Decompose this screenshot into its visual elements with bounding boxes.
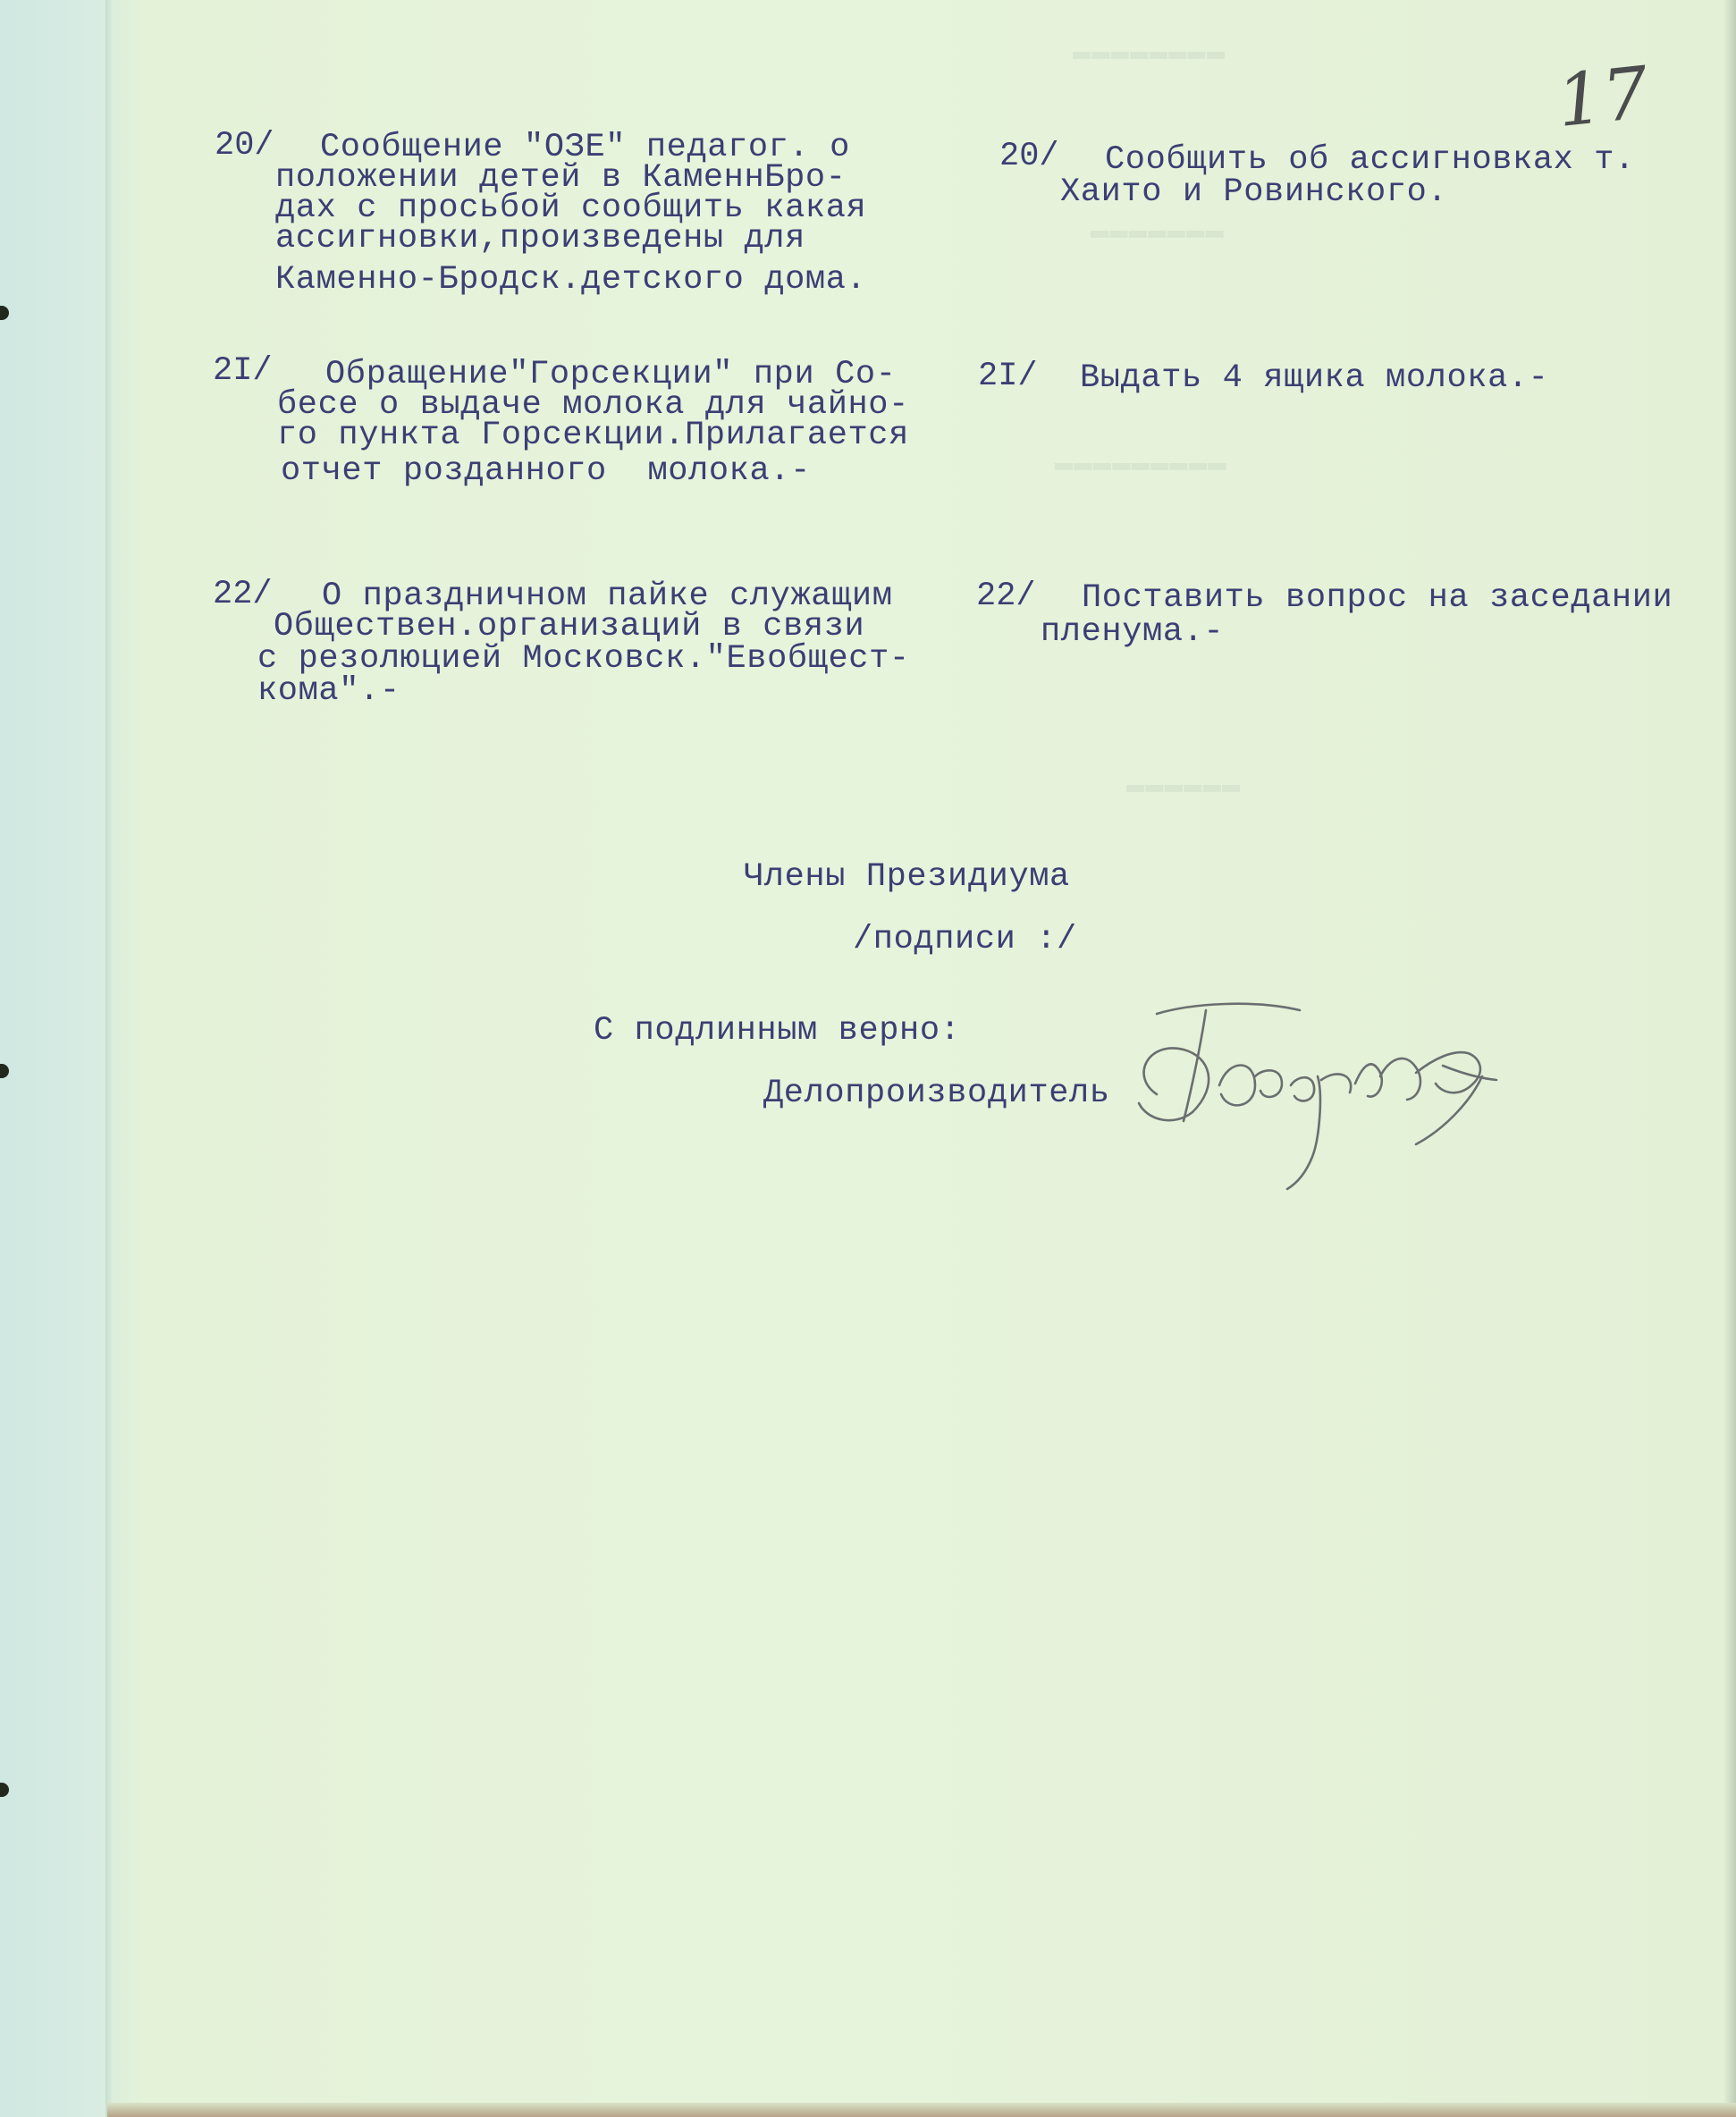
bleed-through-texture: ▬▬▬▬▬▬▬	[1091, 215, 1225, 249]
presidium-members: Члены Президиума	[744, 858, 1070, 896]
clerk-title: Делопроизводитель	[763, 1075, 1110, 1112]
signatures-note: /подписи :/	[853, 921, 1077, 958]
item-left-line: с резолюцией Московск."Евобщест-	[257, 640, 910, 678]
punch-hole	[0, 1064, 9, 1078]
item-left-line: ассигновки,произведены для	[275, 220, 805, 257]
item-left-line: Сообщение "ОЗЕ" педагог. о	[320, 129, 850, 166]
item-right-line: Сообщить об ассигновках т.	[1105, 141, 1635, 179]
item-left-line: О праздничном пайке служащим	[322, 578, 893, 615]
item-number: 2I/	[213, 352, 273, 390]
bleed-through-texture: ▬▬▬▬▬▬	[1126, 769, 1242, 803]
bleed-through-texture: ▬▬▬▬▬▬▬▬▬	[1055, 447, 1227, 481]
handwritten-signature	[1121, 987, 1532, 1219]
item-right-line: Хаито и Ровинского.	[1060, 173, 1448, 211]
item-number: 22/	[213, 576, 273, 613]
page-binding-shadow	[105, 0, 113, 2117]
item-number-right: 22/	[976, 578, 1036, 615]
item-left-line: Обращение"Горсекции" при Со-	[325, 356, 897, 393]
item-left-line: Каменно-Бродск.детского дома.	[275, 261, 867, 299]
item-right-line: пленума.-	[1041, 613, 1225, 651]
item-left-line: кома".-	[257, 672, 400, 710]
item-left-line: положении детей в КаменнБро-	[275, 159, 847, 197]
folio-number: 17	[1553, 50, 1653, 144]
punch-hole	[0, 306, 9, 320]
item-left-line: бесе о выдаче молока для чайно-	[277, 386, 909, 424]
item-left-line: дах с просьбой сообщить какая	[275, 190, 867, 227]
item-left-line: Обществен.организаций в связи	[274, 608, 865, 645]
certified-copy: С подлинным верно:	[594, 1012, 961, 1050]
bleed-through-texture: ▬▬▬▬▬▬▬▬	[1073, 36, 1226, 70]
item-right-line: Поставить вопрос на заседании	[1082, 579, 1673, 617]
page-edge-bottom	[107, 2103, 1736, 2117]
item-number-right: 20/	[999, 138, 1059, 175]
item-number: 20/	[215, 127, 274, 164]
punch-hole	[0, 1783, 9, 1797]
item-right-line: Выдать 4 ящика молока.-	[1080, 359, 1549, 397]
item-number-right: 2I/	[978, 358, 1038, 395]
page-edge-right	[1723, 0, 1736, 2117]
item-left-line: го пункта Горсекции.Прилагается	[277, 417, 909, 454]
item-left-line: отчет розданного молока.-	[281, 452, 811, 490]
